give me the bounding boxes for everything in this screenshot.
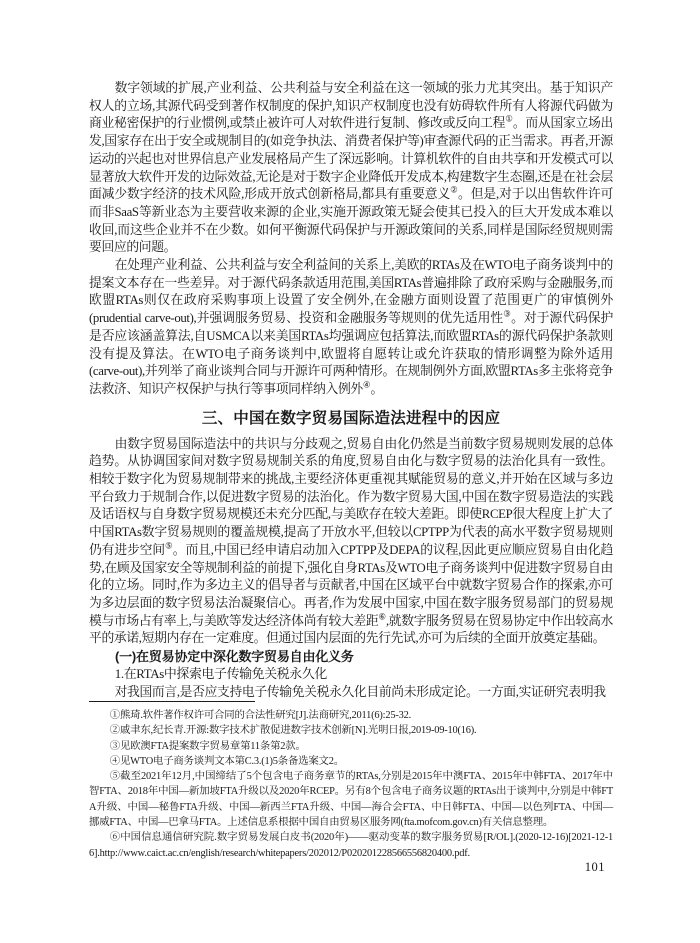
section-heading: 三、中国在数字贸易国际造法进程中的因应 — [201, 409, 501, 427]
footnote-item: ④见WTO电子商务谈判文本第C.3.(1)5条备选案文2。 — [109, 755, 344, 767]
paragraph: 在处理产业利益、公共利益与安全利益间的关系上,美欧的RTAs及在WTO电子商务谈判中的提案文本存在一些差异。对于源代码条款适用范围,美国RTAs普遍排除了政府采购与金融服务,而欧盟RTAs则仅在政府采购事项上设置了安全例外,在金融方面则设置了范围更广的审慎例外(prudential carve-out),并强调服务贸易、投资和金融服务等规则的优先适用性③。对于源代码保护是否应该涵盖算法,自USMCA以来美国RTAs均强调应包括算法,而欧盟RTAs的源代码保护条款则没有提及算法。在WTO电子商务谈判中,欧盟将自愿转让或允许获取的情形调整为除外适用(carve-out),并列举了商业谈判合同与开源许可两种情形。在规制例外方面,欧盟RTAs多主张将竞争法救济、知识产权保护与执行等事项同样纳入例外④。 — [89, 258, 613, 396]
footnote-item: ②戚聿东,纪长青.开源:数字技术扩散促进数字技术创新[N].光明日报,2019-09-10(16). — [109, 725, 477, 737]
footnote-item: ⑤截至2021年12月,中国缔结了5个包含电子商务章节的RTAs,分别是2015年中澳FTA、2015年中韩FTA、2017年中智FTA、2018年中国—新加坡FTA升级以及2020年RCEP。另有8个包含电子商务议题的RTAs出于谈判中,分别是中韩FTA升级、中国—秘鲁FTA升级、中国—新西兰FTA升级、中国—海合会FTA、中日韩FTA、中国—以色列FTA、中国—挪威FTA、中国—巴拿马FTA。上述信息系根据中国自由贸易区服务网(fta.mofcom.gov.cn)有关信息整理。 — [89, 771, 613, 829]
paragraph: 对我国而言,是否应支持电子传输免关税永久化目前尚未形成定论。一方面,实证研究表明我 — [114, 684, 606, 699]
page-number: 101 — [584, 860, 605, 874]
subsection-heading: (一)在贸易协定中深化数字贸易自由化义务 — [115, 649, 354, 665]
footnote-item: ⑥中国信息通信研究院.数字贸易发展白皮书(2020年)——驱动变革的数字服务贸易[R/OL].(2020-12-16)[2021-12-16].http://www.caict.ac.cn/english/research/whitepapers/202012/P020201228566556820400.pdf. — [89, 832, 613, 859]
article-body — [89, 80, 613, 701]
numbered-item-heading: 1.在RTAs中探索电子传输免关税永久化 — [114, 666, 327, 681]
footnote-section — [89, 701, 613, 861]
paragraph: 数字领域的扩展,产业利益、公共利益与安全利益在这一领域的张力尤其突出。基于知识产权人的立场,其源代码受到著作权制度的保护,知识产权制度也没有妨碍软件所有人将源代码做为商业秘密保护的行业惯例,或禁止被许可人对软件进行复制、修改或反向工程①。而从国家立场出发,国家存在出于安全或规制目的(如竞争执法、消费者保护等)审查源代码的正当需求。再者,开源运动的兴起也对世界信息产业发展格局产生了深远影响。计算机软件的自由共享和开发模式可以显著放大软件开发的边际效益,无论是对于数字企业降低开发成本,构建数字生态圈,还是在社会层面减少数字经济的技术风险,形成开放式创新格局,都具有重要意义②。但是,对于以出售软件许可而非SaaS等新业态为主要营收来源的企业,实施开源政策无疑会使其已投入的巨大开发成本难以收回,而这些企业并不在少数。如何平衡源代码保护与开源政策间的关系,同样是国际经贸规则需要回应的问题。 — [89, 81, 614, 255]
paragraph: 由数字贸易国际造法中的共识与分歧观之,贸易自由化仍然是当前数字贸易规则发展的总体趋势。从协调国家间对数字贸易规制关系的角度,贸易自由化与数字贸易的法治化具有一致性。相较于数字化为贸易规制带来的挑战,主要经济体更重视其赋能贸易的意义,并开始在区域与多边平台致力于规制合作,以促进数字贸易的法治化。作为数字贸易大国,中国在数字贸易造法的实践及话语权与自身数字贸易规模还未充分匹配,与美欧存在较大差距。即使RCEP很大程度上扩大了中国RTAs数字贸易规则的覆盖规模,提高了开放水平,但较以CPTPP为代表的高水平数字贸易规则仍有进步空间⑤。而且,中国已经申请启动加入CPTPP及DEPA的议程,因此更应顺应贸易自由化趋势,在顾及国家安全等规制利益的前提下,强化自身RTAs及WTO电子商务谈判中促进数字贸易自由化的立场。同时,作为多边主义的倡导者与贡献者,中国在区域平台中就数字贸易合作的探索,亦可为多边层面的数字贸易法治凝聚信心。再者,作为发展中国家,中国在数字服务贸易部门的贸易规模与市场占有率上,与美欧等发达经济体尚有较大差距⑥,就数字服务贸易在贸易协定中作出较高水平的承诺,短期内存在一定难度。但通过国内层面的先行先试,亦可为后续的全面开放奠定基础。 — [89, 436, 613, 646]
footnote-item: ①熊琦.软件著作权许可合同的合法性研究[J].法商研究,2011(6):25-32. — [109, 710, 411, 721]
footnote-divider — [89, 701, 255, 702]
footnote-item: ③见欧澳FTA提案数字贸易章第11条第2款。 — [109, 740, 306, 752]
